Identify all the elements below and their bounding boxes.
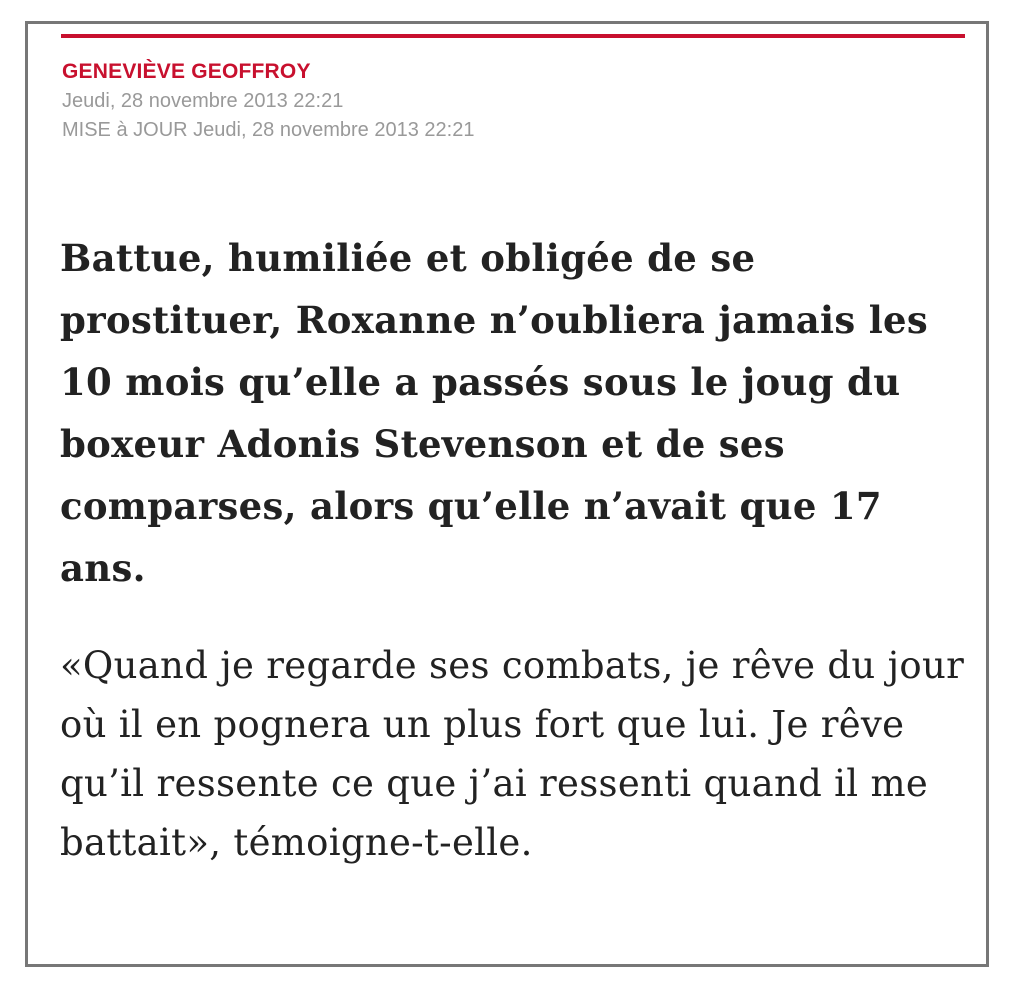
updated-date: MISE à JOUR Jeudi, 28 novembre 2013 22:21: [62, 119, 475, 141]
published-date: Jeudi, 28 novembre 2013 22:21: [62, 90, 344, 112]
article-frame: [25, 21, 989, 967]
author-name: GENEVIÈVE GEOFFROY: [62, 60, 311, 83]
header-rule: [61, 34, 965, 38]
article-quote: «Quand je regarde ses combats, je rêve du jour où il en pognera un plus fort que lui. Je rêve qu’il ressente ce que j’ai ressenti quand il me battait», témoigne-t-elle.: [60, 644, 965, 864]
article-lead: Battue, humiliée et obligée de se prostituer, Roxanne n’oubliera jamais les 10 mois qu’elle a passés sous le joug du boxeur Adonis Stevenson et de ses comparses, alors qu’elle n’avait que 17 ans.: [60, 236, 929, 590]
